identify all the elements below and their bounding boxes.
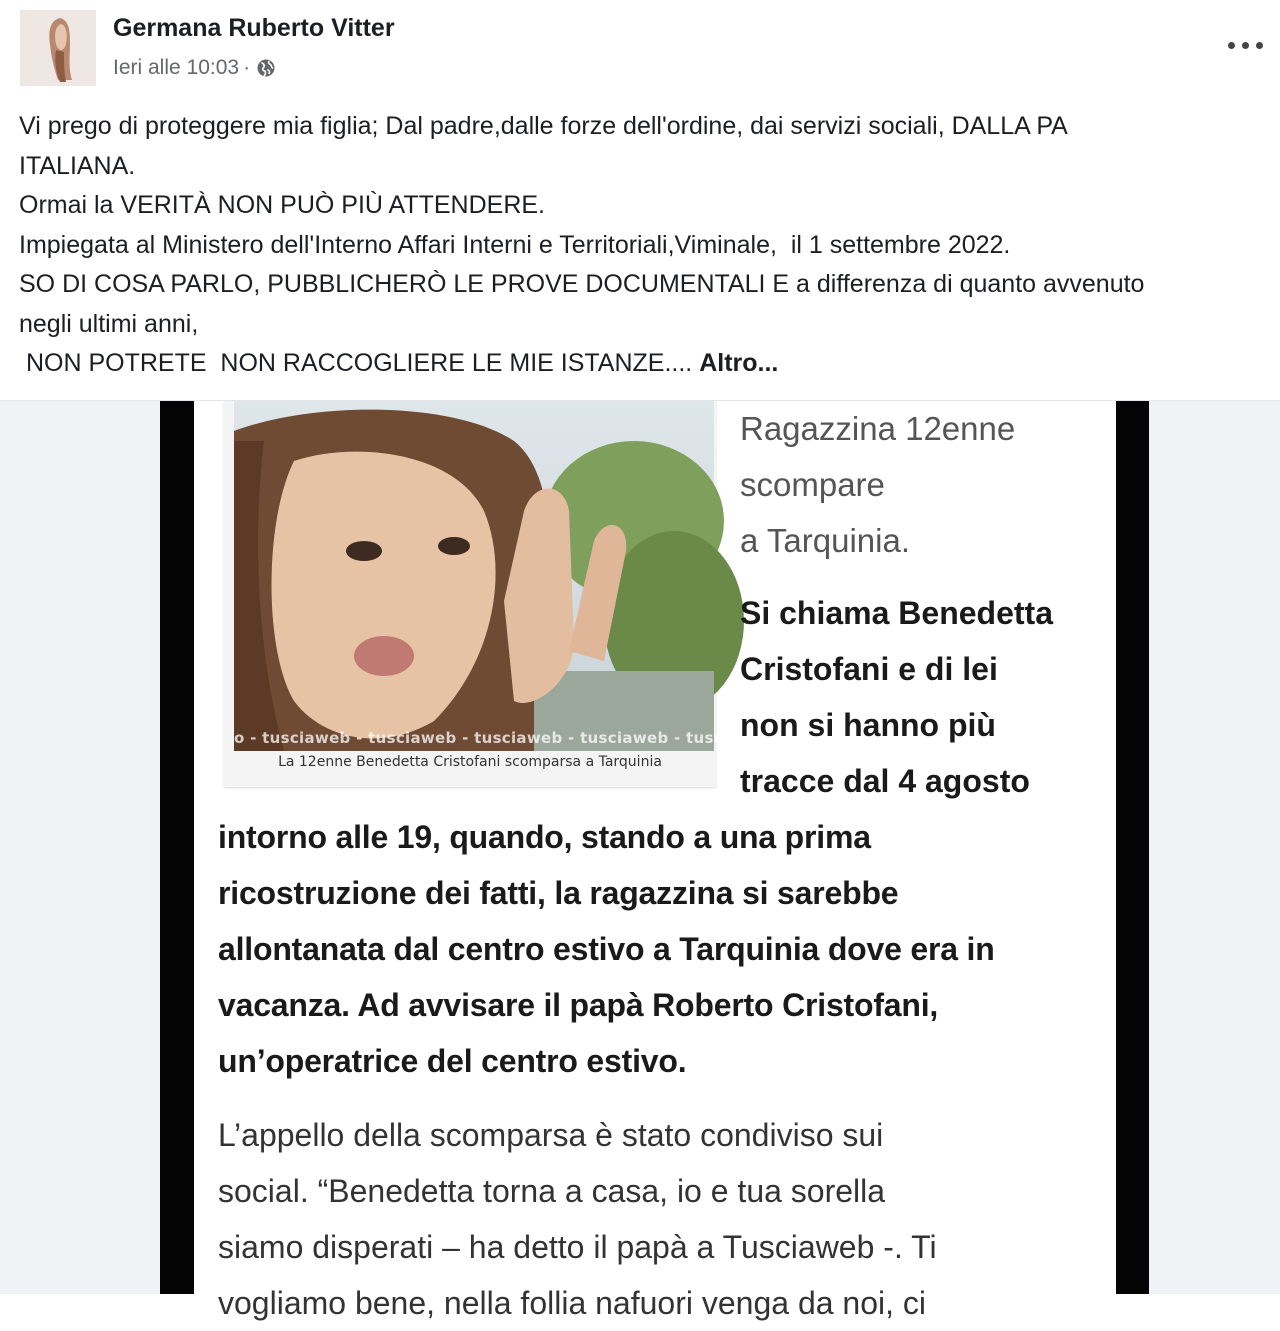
article-screenshot [194, 401, 1116, 1321]
photo-watermark: o - tusciaweb - tusciaweb - tusciaweb - tusciaweb - tusc [234, 729, 723, 747]
post-media[interactable] [0, 401, 1280, 1321]
post-text-line: SO DI COSA PARLO, PUBBLICHERÒ LE PROVE DOCUMENTALI E a differenza di quanto avvenuto [19, 270, 1145, 298]
article-lead-continued [218, 809, 1098, 1089]
body-line: vogliamo bene, nella follia nafuori venga da noi, ci [218, 1285, 927, 1321]
lead-line: tracce dal 4 agosto [740, 763, 1030, 799]
see-more-link[interactable]: Altro... [699, 349, 779, 377]
body-line: siamo disperati – ha detto il papà a Tusciaweb -. Ti [218, 1229, 937, 1265]
article-figure [224, 401, 723, 787]
post-text-line: ITALIANA. [19, 151, 136, 180]
lead-line: Cristofani e di lei [740, 651, 998, 687]
lead-line: un’operatrice del centro estivo. [218, 1043, 687, 1079]
headline-line: Ragazzina 12enne [740, 410, 1016, 447]
body-line: L’appello della scomparsa è stato condiviso sui [218, 1117, 884, 1153]
post-text-line: Ormai la VERITÀ NON PUÒ PIÙ ATTENDERE. [19, 191, 546, 219]
article-body [218, 1107, 1098, 1331]
lead-line: intorno alle 19, quando, stando a una prima [218, 819, 871, 855]
post-text-line-last [19, 344, 1264, 384]
headline-line: scompare [740, 466, 885, 503]
author-name[interactable]: Germana Ruberto Vitter [113, 14, 395, 42]
post-text-line: negli ultimi anni, [19, 309, 199, 338]
globe-icon [256, 58, 276, 78]
lead-line: non si hanno più [740, 707, 996, 743]
headline-line: a Tarquinia. [740, 522, 911, 559]
avatar[interactable] [20, 10, 96, 86]
lead-line: vacanza. Ad avvisare il papà Roberto Cristofani, [218, 987, 939, 1023]
post-timestamp[interactable]: Ieri alle 10:03 [113, 56, 240, 79]
post-text-line: Impiegata al Ministero dell'Interno Affari Interni e Territoriali,Viminale, il 1 settembre 2022. [19, 230, 1011, 259]
photo-caption: La 12enne Benedetta Cristofani scomparsa a Tarquinia [278, 754, 662, 770]
body-line: social. “Benedetta torna a casa, io e tua sorella [218, 1173, 886, 1209]
avatar-image [20, 10, 96, 86]
post-meta [113, 56, 276, 80]
post-header [0, 0, 1280, 100]
post-text-last: NON POTRETE NON RACCOGLIERE LE MIE ISTANZE.... [19, 349, 700, 377]
ellipsis-icon[interactable] [1224, 30, 1268, 60]
article-headline [740, 401, 1100, 569]
post-text-line: Vi prego di proteggere mia figlia; Dal padre,dalle forze dell'ordine, dai servizi sociali, DALLA PA [19, 112, 1068, 140]
girl-photo-image [234, 401, 723, 751]
lead-line: ricostruzione dei fatti, la ragazzina si sarebbe [218, 875, 899, 911]
post-text [19, 107, 1264, 384]
lead-line: allontanata dal centro estivo a Tarquinia dove era in [218, 931, 995, 967]
lead-line: Si chiama Benedetta [740, 595, 1053, 631]
article-lead [740, 585, 1100, 809]
meta-separator: · [243, 56, 251, 79]
article-photo [234, 401, 723, 751]
